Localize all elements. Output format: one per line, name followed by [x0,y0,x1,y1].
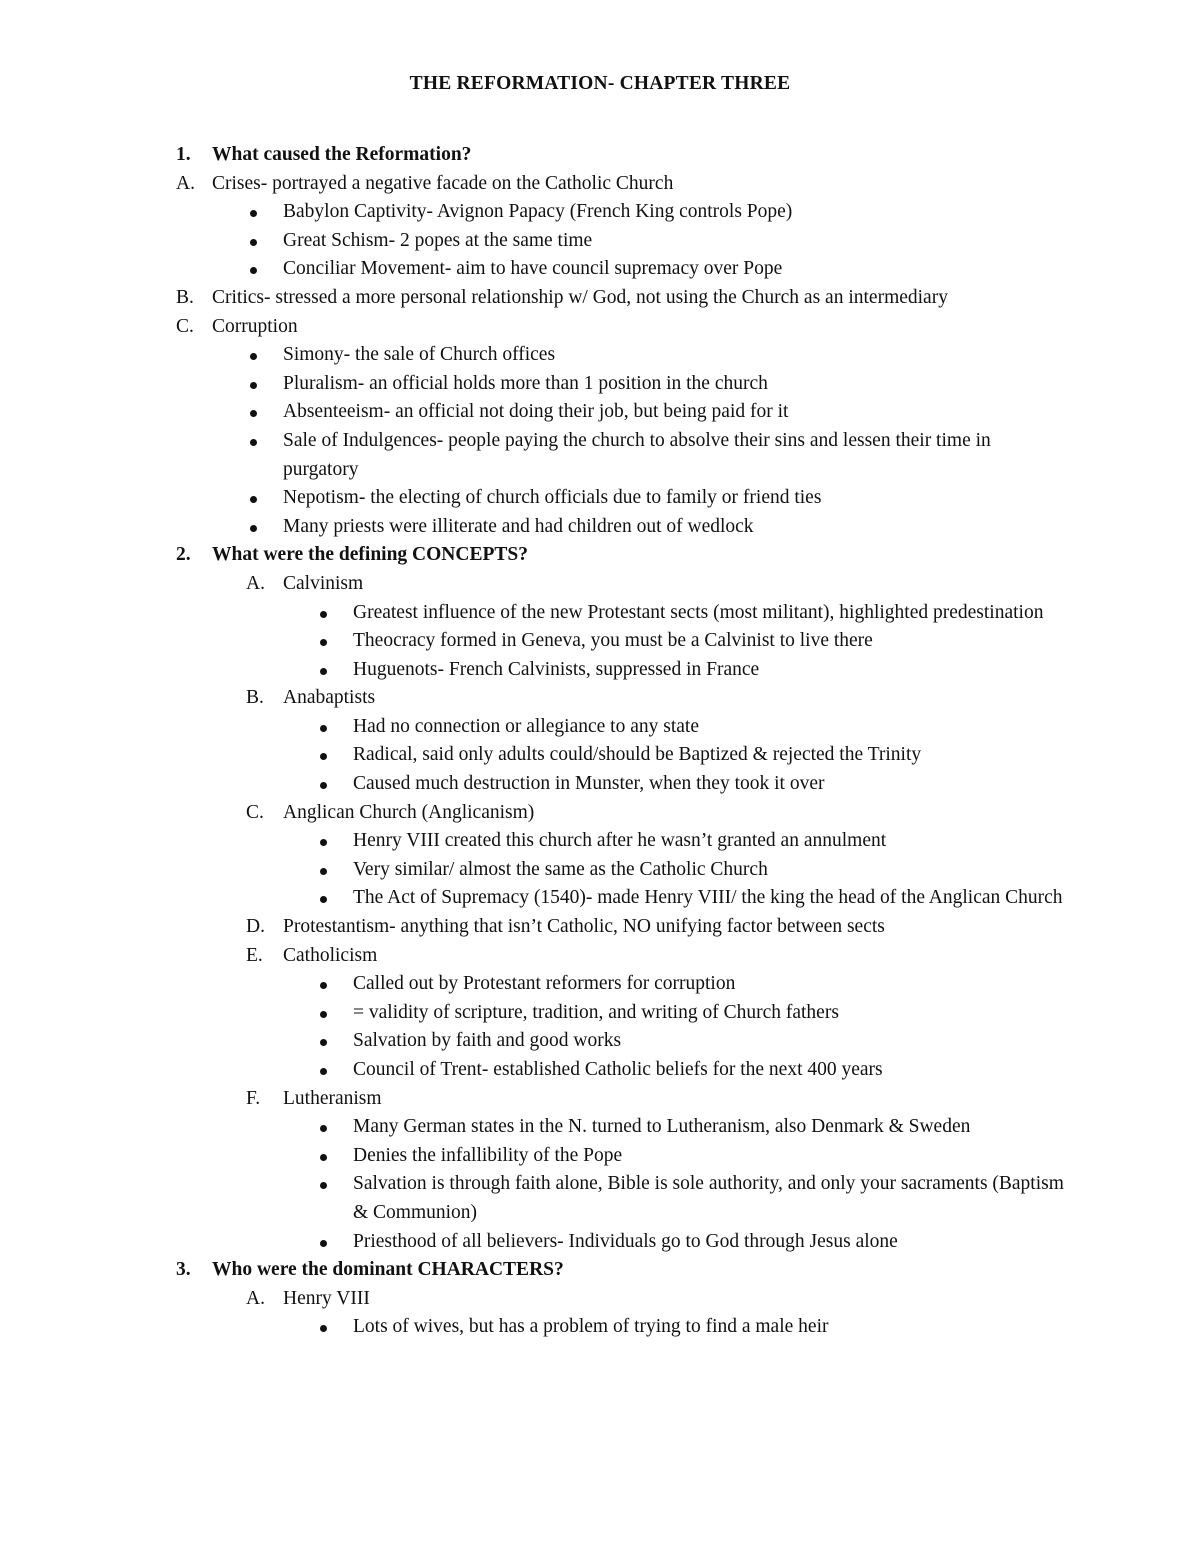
item-letter: D. [246,916,265,938]
bullet-item [0,656,1200,685]
item-text: Protestantism- anything that isn’t Catholic, NO unifying factor between sects [283,916,885,938]
q1-item-a [0,170,1200,199]
bullet-icon [250,255,257,284]
bullet-text: Council of Trent- established Catholic beliefs for the next 400 years [353,1059,883,1080]
bullet-text: Sale of Indulgences- people paying the church to absolve their sins and lessen their time in purgatory [283,429,991,480]
bullet-item [0,1313,1200,1342]
bullet-icon [320,627,327,656]
bullet-text: Had no connection or allegiance to any state [353,715,699,737]
bullet-icon [250,513,257,542]
bullet-icon [250,484,257,513]
bullet-item [0,970,1200,999]
question-number: 2. [176,544,191,566]
bullet-text: Denies the infallibility of the Pope [353,1144,623,1166]
bullet-item [0,484,1200,513]
bullet-item [0,856,1200,885]
bullet-icon [320,856,327,885]
bullet-item [0,1056,1200,1085]
q2-item-d [0,913,1200,942]
bullet-icon [320,999,327,1028]
q1-item-c [0,313,1200,342]
bullet-icon [320,1142,327,1171]
bullet-text: Great Schism- 2 popes at the same time [283,229,593,251]
bullet-text: Henry VIII created this church after he wasn’t granted an annulment [353,830,887,852]
bullet-item [0,227,1200,256]
item-letter: B. [176,286,194,308]
item-text: Critics- stressed a more personal relationship w/ God, not using the Church as an intermediary [212,286,948,308]
bullet-text: Lots of wives, but has a problem of trying to find a male heir [353,1316,829,1338]
bullet-item [0,1170,1200,1227]
bullet-text: Very similar/ almost the same as the Catholic Church [353,858,768,880]
bullet-text: Salvation by faith and good works [353,1030,622,1052]
bullet-item [0,713,1200,742]
bullet-item [0,827,1200,856]
item-text: Corruption [212,315,298,337]
bullet-text: = validity of scripture, tradition, and writing of Church fathers [353,1001,839,1023]
question-1 [0,141,1200,170]
item-text: Anglican Church (Anglicanism) [283,801,535,823]
question-number: 1. [176,144,191,165]
bullet-icon [320,713,327,742]
bullet-item [0,198,1200,227]
item-letter: E. [246,944,263,966]
bullet-item [0,770,1200,799]
document-title: THE REFORMATION- CHAPTER THREE [409,73,791,94]
bullet-text: Caused much destruction in Munster, when they took it over [353,773,825,795]
bullet-icon [320,770,327,799]
bullet-icon [250,398,257,427]
bullet-text: Babylon Captivity- Avignon Papacy (French King controls Pope) [283,201,793,223]
q2-item-c [0,799,1200,828]
bullet-text: The Act of Supremacy (1540)- made Henry VIII/ the king the head of the Anglican Church [353,887,1063,909]
q2-item-f [0,1085,1200,1114]
bullet-icon [320,1056,327,1085]
bullet-icon [320,599,327,628]
q3-item-a [0,1285,1200,1314]
bullet-icon [320,884,327,913]
q2-item-b [0,684,1200,713]
bullet-item [0,999,1200,1028]
bullet-icon [250,341,257,370]
bullet-text: Called out by Protestant reformers for corruption [353,973,736,995]
bullet-text: Priesthood of all believers- Individuals go to God through Jesus alone [353,1230,898,1252]
bullet-item [0,427,1200,484]
bullet-text: Many priests were illiterate and had children out of wedlock [283,515,754,537]
bullet-text: Salvation is through faith alone, Bible is sole authority, and only your sacraments (Baptism & Communion) [353,1173,1064,1223]
item-letter: A. [246,1287,265,1309]
bullet-text: Conciliar Movement- aim to have council supremacy over Pope [283,258,783,280]
question-3 [0,1256,1200,1285]
bullet-text: Theocracy formed in Geneva, you must be a Calvinist to live there [353,630,873,652]
bullet-icon [250,370,257,399]
bullet-item [0,1113,1200,1142]
bullet-text: Greatest influence of the new Protestant sects (most militant), highlighted predestination [353,601,1044,623]
q1-item-b [0,284,1200,313]
bullet-icon [320,656,327,685]
bullet-icon [320,970,327,999]
item-letter: C. [246,801,264,823]
q2-item-e [0,942,1200,971]
question-text: What were the defining CONCEPTS? [212,544,528,566]
item-letter: F. [246,1087,261,1109]
bullet-text: Huguenots- French Calvinists, suppressed in France [353,658,760,680]
question-text: What caused the Reformation? [212,144,472,165]
question-2 [0,541,1200,570]
item-text: Calvinism [283,572,364,594]
item-text: Anabaptists [283,687,376,709]
bullet-text: Simony- the sale of Church offices [283,344,556,366]
item-letter: A. [176,172,195,194]
bullet-icon [320,1113,327,1142]
bullet-item [0,513,1200,542]
question-text: Who were the dominant CHARACTERS? [212,1259,564,1281]
bullet-item [0,398,1200,427]
bullet-item [0,884,1200,913]
question-number: 3. [176,1259,191,1281]
bullet-text: Pluralism- an official holds more than 1 position in the church [283,372,768,394]
bullet-icon [320,1228,327,1257]
item-text: Crises- portrayed a negative facade on the Catholic Church [212,172,674,194]
bullet-icon [320,1313,327,1342]
bullet-item [0,1228,1200,1257]
bullet-item [0,599,1200,628]
bullet-item [0,741,1200,770]
outline [0,141,1200,1342]
bullet-item [0,370,1200,399]
bullet-icon [250,427,257,456]
bullet-icon [320,827,327,856]
bullet-item [0,1027,1200,1056]
bullet-item [0,627,1200,656]
bullet-text: Nepotism- the electing of church officials due to family or friend ties [283,487,822,509]
bullet-item [0,1142,1200,1171]
bullet-icon [250,198,257,227]
item-text: Catholicism [283,944,378,966]
bullet-item [0,255,1200,284]
bullet-icon [320,741,327,770]
bullet-icon [320,1170,327,1199]
item-letter: A. [246,572,265,594]
item-text: Lutheranism [283,1087,382,1109]
item-letter: C. [176,315,194,337]
bullet-text: Absenteeism- an official not doing their job, but being paid for it [283,401,789,423]
bullet-text: Many German states in the N. turned to Lutheranism, also Denmark & Sweden [353,1116,971,1138]
bullet-item [0,341,1200,370]
item-letter: B. [246,687,264,709]
item-text: Henry VIII [283,1287,370,1309]
q2-item-a [0,570,1200,599]
bullet-text: Radical, said only adults could/should be Baptized & rejected the Trinity [353,744,922,766]
bullet-icon [320,1027,327,1056]
bullet-icon [250,227,257,256]
